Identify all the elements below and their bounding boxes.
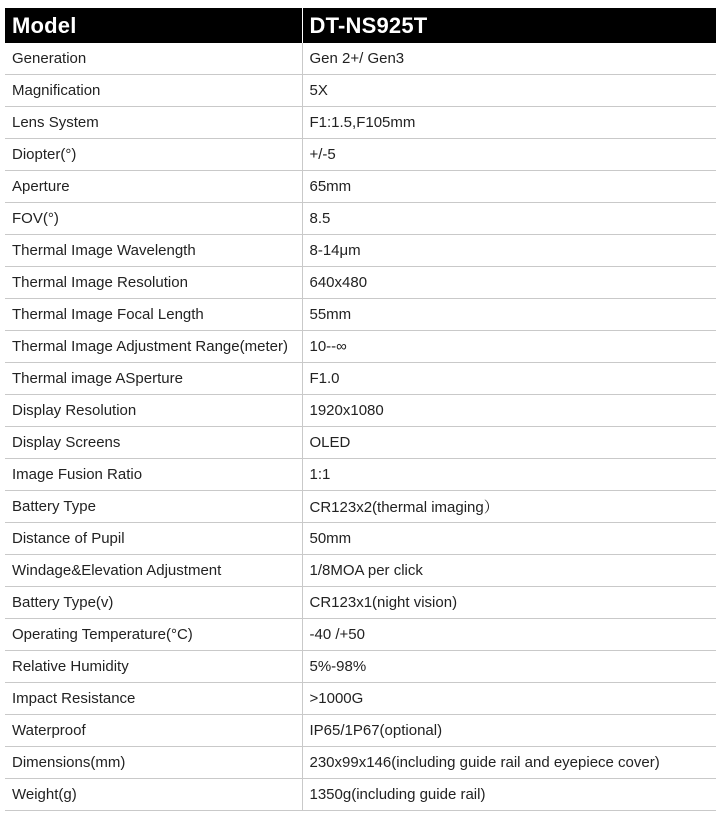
spec-label: Waterproof — [5, 715, 302, 747]
table-row — [5, 139, 716, 171]
spec-label: Lens System — [5, 107, 302, 139]
spec-value: 5X — [302, 75, 716, 107]
table-row — [5, 523, 716, 555]
spec-value: +/-5 — [302, 139, 716, 171]
table-row — [5, 779, 716, 811]
header-model-name: DT-NS925T — [302, 8, 716, 43]
spec-label: Dimensions(mm) — [5, 747, 302, 779]
spec-value: 1/8MOA per click — [302, 555, 716, 587]
table-row — [5, 555, 716, 587]
spec-label: Thermal Image Wavelength — [5, 235, 302, 267]
spec-label: Display Resolution — [5, 395, 302, 427]
spec-table — [5, 8, 716, 811]
spec-value: 55mm — [302, 299, 716, 331]
spec-label: Thermal Image Resolution — [5, 267, 302, 299]
table-row — [5, 171, 716, 203]
table-row — [5, 491, 716, 523]
spec-value: -40 /+50 — [302, 619, 716, 651]
spec-label: FOV(°) — [5, 203, 302, 235]
spec-label: Distance of Pupil — [5, 523, 302, 555]
table-header-row — [5, 8, 716, 43]
spec-value: 50mm — [302, 523, 716, 555]
table-row — [5, 427, 716, 459]
spec-label: Thermal Image Focal Length — [5, 299, 302, 331]
spec-value: 1:1 — [302, 459, 716, 491]
spec-value: 10--∞ — [302, 331, 716, 363]
table-row — [5, 619, 716, 651]
table-row — [5, 651, 716, 683]
table-row — [5, 43, 716, 75]
spec-value: 1350g(including guide rail) — [302, 779, 716, 811]
spec-value: 65mm — [302, 171, 716, 203]
spec-label: Windage&Elevation Adjustment — [5, 555, 302, 587]
table-row — [5, 203, 716, 235]
table-row — [5, 747, 716, 779]
spec-label: Weight(g) — [5, 779, 302, 811]
spec-label: Thermal image ASperture — [5, 363, 302, 395]
table-row — [5, 459, 716, 491]
spec-value: 1920x1080 — [302, 395, 716, 427]
spec-value: CR123x1(night vision) — [302, 587, 716, 619]
spec-value: F1:1.5,F105mm — [302, 107, 716, 139]
spec-label: Aperture — [5, 171, 302, 203]
spec-body — [5, 43, 716, 811]
spec-value: Gen 2+/ Gen3 — [302, 43, 716, 75]
table-row — [5, 267, 716, 299]
spec-value: CR123x2(thermal imaging） — [302, 491, 716, 523]
spec-value: IP65/1P67(optional) — [302, 715, 716, 747]
spec-value: 230x99x146(including guide rail and eyepiece cover) — [302, 747, 716, 779]
spec-value: F1.0 — [302, 363, 716, 395]
table-row — [5, 299, 716, 331]
spec-value: 640x480 — [302, 267, 716, 299]
spec-label: Image Fusion Ratio — [5, 459, 302, 491]
spec-label: Magnification — [5, 75, 302, 107]
spec-label: Display Screens — [5, 427, 302, 459]
table-row — [5, 715, 716, 747]
spec-label: Impact Resistance — [5, 683, 302, 715]
spec-label: Diopter(°) — [5, 139, 302, 171]
table-row — [5, 395, 716, 427]
spec-label: Battery Type — [5, 491, 302, 523]
table-row — [5, 683, 716, 715]
table-row — [5, 75, 716, 107]
spec-value: 8-14μm — [302, 235, 716, 267]
spec-label: Battery Type(v) — [5, 587, 302, 619]
spec-value: 5%-98% — [302, 651, 716, 683]
table-row — [5, 331, 716, 363]
spec-label: Operating Temperature(°C) — [5, 619, 302, 651]
spec-value: 8.5 — [302, 203, 716, 235]
header-model-label: Model — [5, 8, 302, 43]
table-row — [5, 363, 716, 395]
spec-label: Thermal Image Adjustment Range(meter) — [5, 331, 302, 363]
table-row — [5, 107, 716, 139]
spec-label: Relative Humidity — [5, 651, 302, 683]
spec-value: >1000G — [302, 683, 716, 715]
table-row — [5, 587, 716, 619]
spec-value: OLED — [302, 427, 716, 459]
table-row — [5, 235, 716, 267]
spec-label: Generation — [5, 43, 302, 75]
